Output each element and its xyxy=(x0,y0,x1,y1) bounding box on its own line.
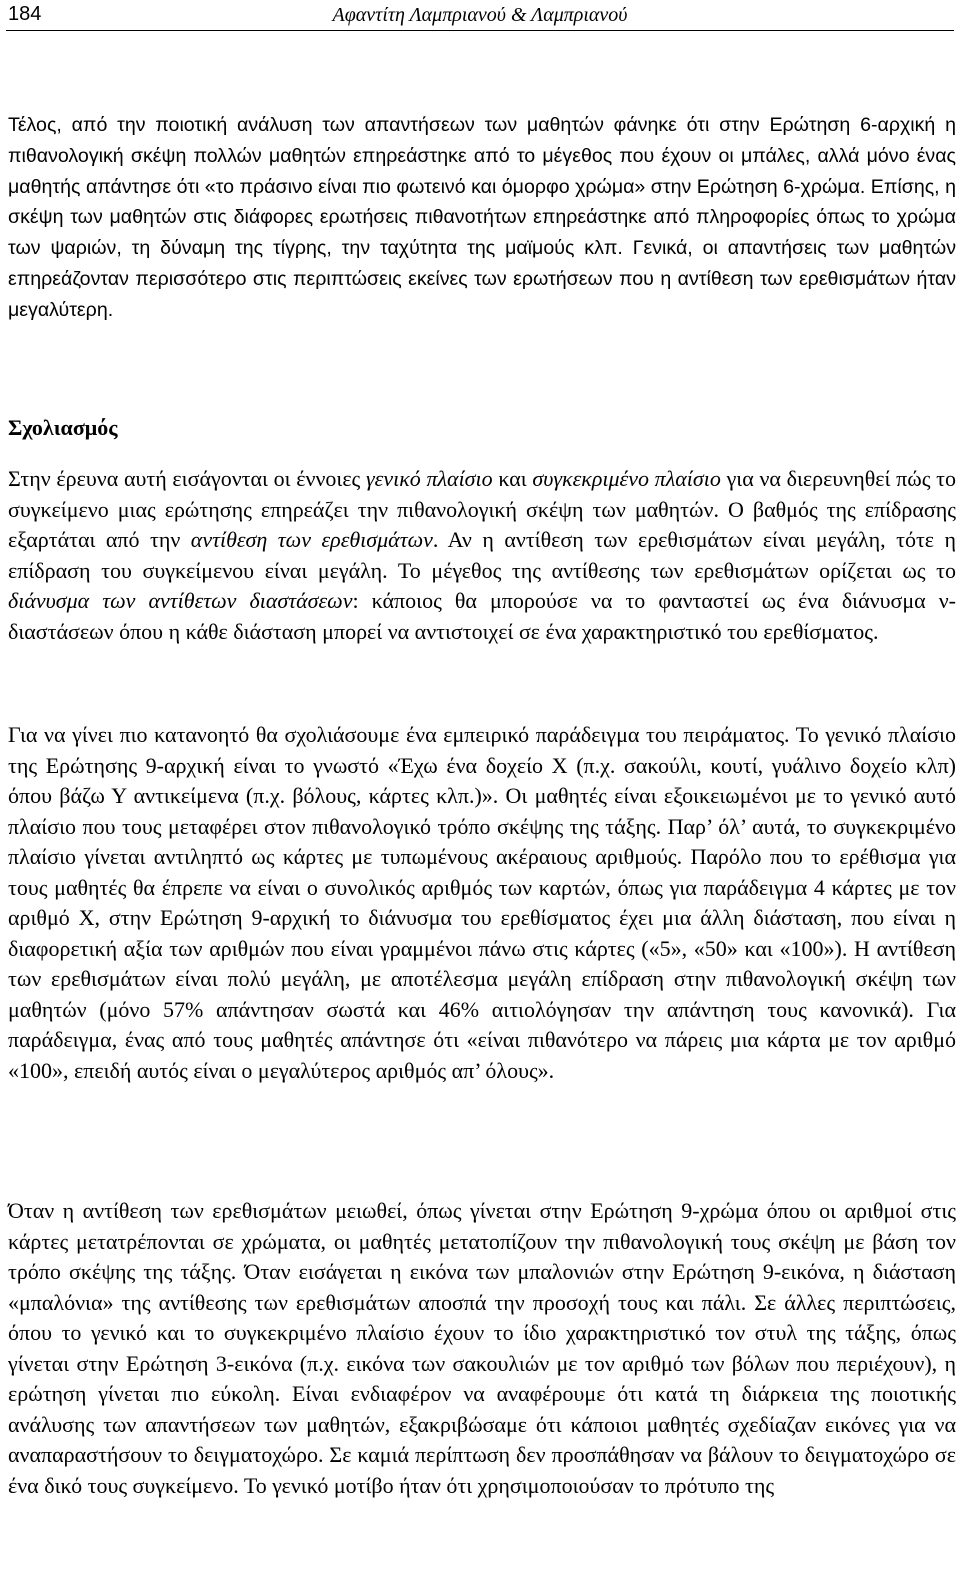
text-run: Στην έρευνα αυτή εισάγονται οι έννοιες xyxy=(8,466,366,491)
text-run: : κάποιος θα μπορούσε να το φανταστεί ως ένα διάνυσμα ν-διαστάσεων όπου η κάθε διάσταση μπορεί να αντιστοιχεί σε ένα χαρακτηριστικό του ερεθίσματος. xyxy=(8,588,956,644)
text-run: και xyxy=(492,466,533,491)
text-run: . Αν η αντίθεση των ερεθισμάτων είναι μεγάλη, τότε η επίδραση του συγκείμενου είναι μεγάλη. Το μέγεθος της αντίθεσης των ερεθισμάτων ορίζεται ως το xyxy=(8,527,957,583)
section-heading: Σχολιασμός xyxy=(8,415,118,440)
term-vector-of-dimensions: διάνυσμα των αντίθετων διαστάσεων xyxy=(8,588,353,613)
paragraph-empirical-example: Για να γίνει πιο κατανοητό θα σχολιάσουμε ένα εμπειρικό παράδειγμα του πειράματος. Το γενικό πλαίσιο της Ερώτησης 9-αρχική είναι το γνωστό «Έχω ένα δοχείο Χ (π.χ. σακούλι, κουτί, γυάλινο δοχείο κλπ) όπου βάζω Υ αντικείμενα (π.χ. βόλους, κάρτες κλπ.)». Οι μαθητές είναι εξοικειωμένοι με το γενικό αυτό πλαίσιο που τους μεταφέρει στον πιθανολογικό τρόπο σκέψης της τάξης. Παρ’ όλ’ αυτά, το συγκεκριμένο πλαίσιο γίνεται αντιληπτό ως κάρτες με τυπωμένους ακέραιους αριθμούς. Παρόλο που το ερέθισμα για τους μαθητές θα έπρεπε να είναι ο συνολικός αριθμός των καρτών, όπως για παράδειγμα 4 κάρτες με τον αριθμό Χ, στην Ερώτηση 9-αρχική το διάνυσμα του ερεθίσματος έχει μια άλλη διάσταση, που είναι η διαφορετική αξία των αριθμών που είναι γραμμένοι πάνω στις κάρτες («5», «50» και «100»). Η αντίθεση των ερεθισμάτων είναι πολύ μεγάλη, με αποτέλεσμα μεγάλη επίδραση στην πιθανολογική σκέψη των μαθητών (μόνο 57% απάντησαν σωστά και 46% αιτιολόγησαν την απάντηση τους κανονικά). Για παράδειγμα, ένας από τους μαθητές απάντησε ότι «είναι πιθανότερο να πάρεις μια κάρτα με τον αριθμό «100», επειδή αυτός είναι ο μεγαλύτερος αριθμός απ’ όλους». xyxy=(8,722,956,1083)
running-title: Αφαντίτη Λαμπριανού & Λαμπριανού xyxy=(332,4,628,26)
paragraph-contrast-reduction: Όταν η αντίθεση των ερεθισμάτων μειωθεί, όπως γίνεται στην Ερώτηση 9-χρώμα όπου οι αριθμοί στις κάρτες μετατρέπονται σε χρώματα, οι μαθητές μετατοπίζουν την πιθανολογική τους σκέψη με βάση τον τρόπο σκέψης της τάξης. Όταν εισάγεται η εικόνα των μπαλονιών στην Ερώτηση 9-εικόνα, η διάσταση «μπαλόνια» της αντίθεσης των ερεθισμάτων αποσπά την προσοχή τους και πάλι. Σε άλλες περιπτώσεις, όπου το γενικό και το συγκεκριμένο πλαίσιο έχουν το ίδιο χαρακτηριστικό τον στυλ της τάξης, όπως γίνεται στην Ερώτηση 3-εικόνα (π.χ. εικόνα των σακουλιών με τον αριθμό των βόλων που περιέχουν), η ερώτηση γίνεται πιο εύκολη. Είναι ενδιαφέρον να αναφέρουμε ότι κατά τη διάρκεια της ποιοτικής ανάλυσης των απαντήσεων των μαθητών, εξακριβώσαμε ότι κάποιοι μαθητές σχεδίαζαν εικόνες για να αναπαραστήσουν το δειγματοχώρο. Σε καμιά περίπτωση δεν προσπάθησαν να βάλουν το δειγματοχώρο σε ένα δικό τους συγκείμενο. Το γενικό μοτίβο ήταν ότι χρησιμοποιούσαν το πρότυπο της xyxy=(8,1198,956,1498)
page-number: 184 xyxy=(8,3,42,25)
term-stimuli-contrast: αντίθεση των ερεθισμάτων xyxy=(190,527,433,552)
term-general-context: γενικό πλαίσιο xyxy=(365,466,493,491)
paragraph-results-summary: Τέλος, από την ποιοτική ανάλυση των απαντήσεων των μαθητών φάνηκε ότι στην Ερώτηση 6-αρχική η πιθανολογική σκέψη πολλών μαθητών επηρεάστηκε από το μέγεθος που έχουν οι μπάλες, αλλά μόνο ένας μαθητής απάντησε ότι «το πράσινο είναι πιο φωτεινό και όμορφο χρώμα» στην Ερώτηση 6-χρώμα. Επίσης, η σκέψη των μαθητών στις διάφορες ερωτήσεις πιθανοτήτων επηρεάστηκε από πληροφορίες όπως το χρώμα των ψαριών, τη δύναμη της τίγρης, την ταχύτητα της μαϊμούς κλπ. Γενικά, οι απαντήσεις των μαθητών επηρεάζονταν περισσότερο στις περιπτώσεις εκείνες των ερωτήσεων που η αντίθεση των ερεθισμάτων ήταν μεγαλύτερη. xyxy=(8,114,956,321)
paragraph-commentary xyxy=(8,464,956,647)
page-header xyxy=(6,0,954,31)
text-run: για να διερευνηθεί πώς το συγκείμενο μιας ερώτησης επηρεάζει την πιθανολογική σκέψη των μαθητών. Ο βαθμός της επίδρασης εξαρτάται από την xyxy=(8,466,956,552)
term-specific-context: συγκεκριμένο πλαίσιο xyxy=(532,466,721,491)
